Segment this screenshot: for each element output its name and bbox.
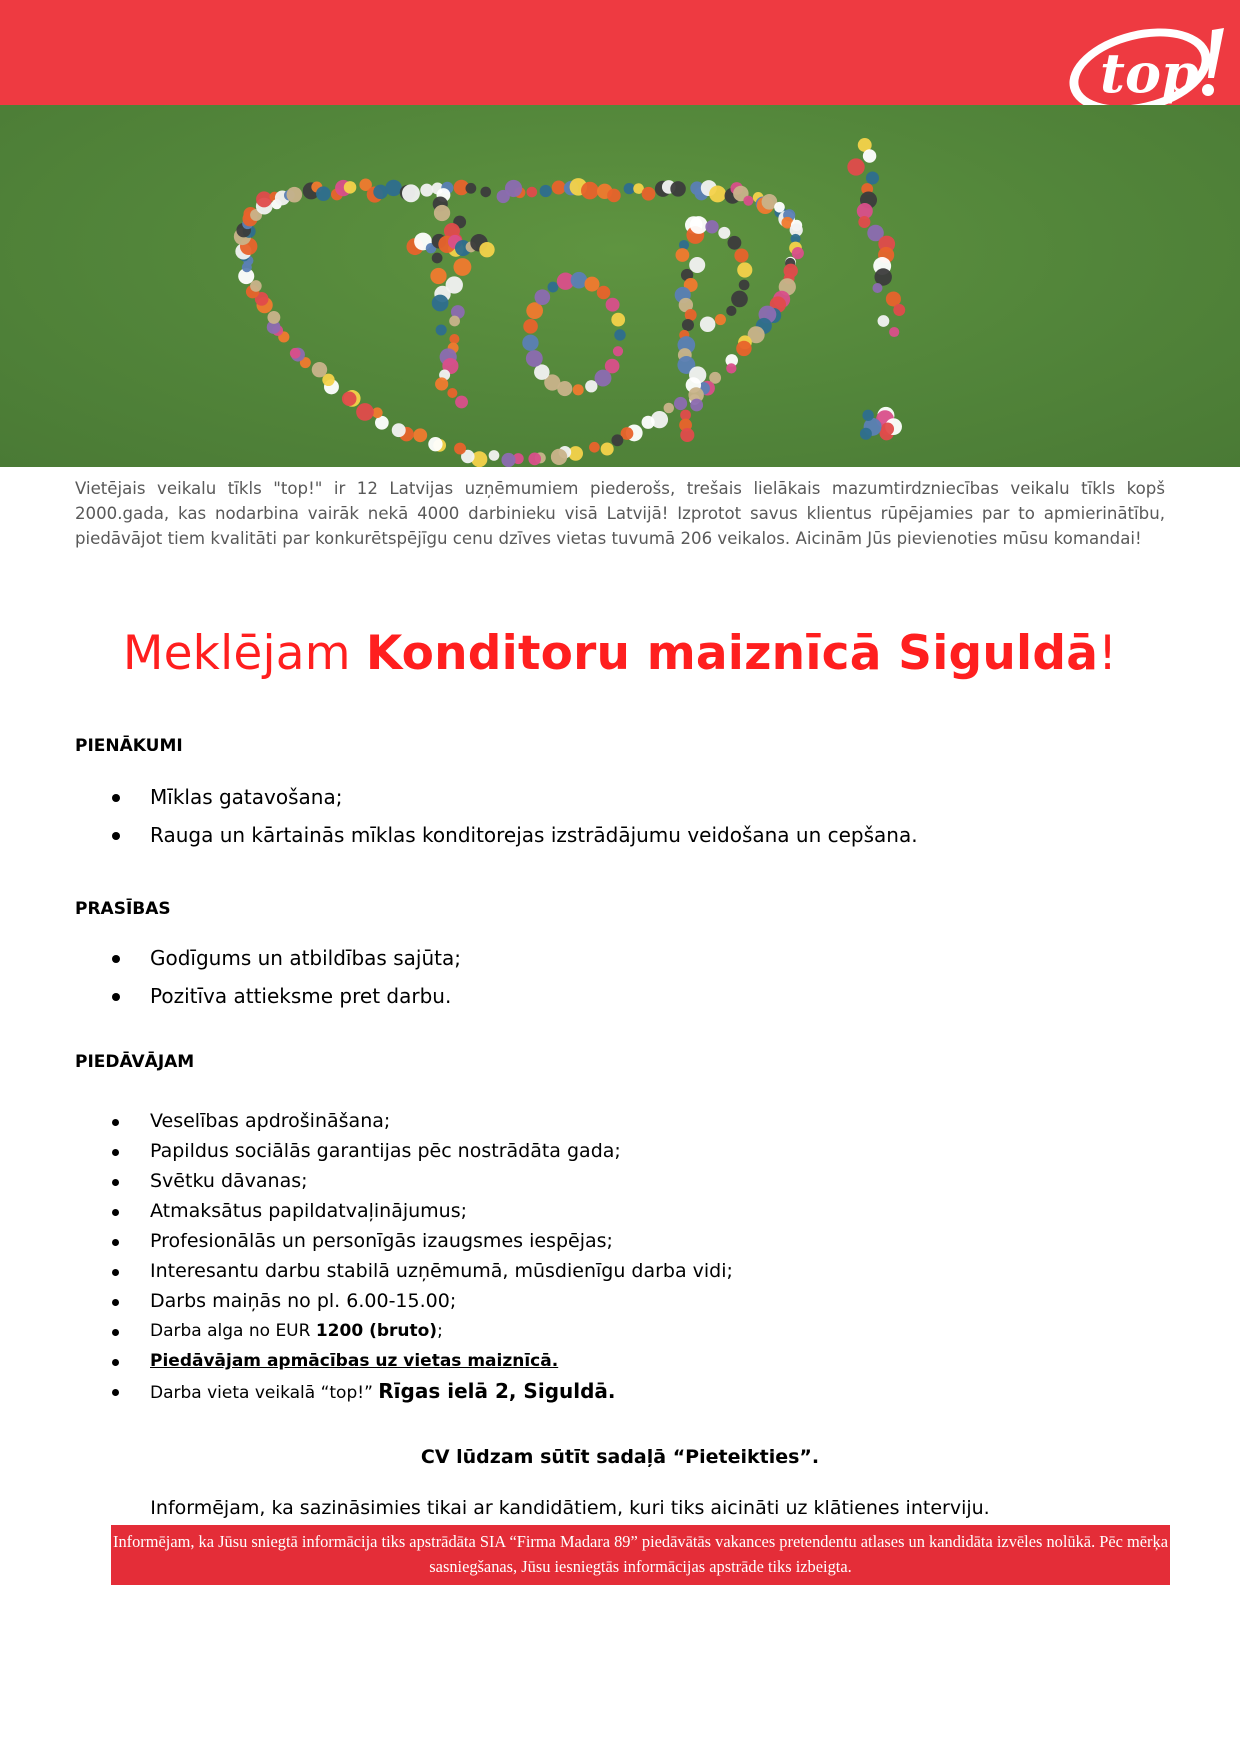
hero-photo	[0, 105, 1240, 467]
crowd-person	[862, 410, 873, 421]
location-item	[112, 1377, 733, 1407]
crowd-person	[465, 183, 476, 194]
header-bar	[0, 0, 1240, 105]
crowd-person	[489, 450, 500, 461]
crowd-person	[682, 319, 694, 331]
crowd-person	[614, 329, 625, 340]
location-label: Darba vieta veikalā “top!”	[150, 1383, 379, 1403]
crowd-person	[611, 313, 625, 327]
crowd-person	[863, 149, 876, 162]
headline-suffix: !	[1098, 626, 1118, 681]
crowd-person	[571, 272, 588, 289]
crowd-person	[674, 397, 687, 410]
crowd-person	[548, 282, 559, 293]
crowd-person	[889, 327, 899, 337]
training-item	[112, 1347, 733, 1377]
crowd-person	[642, 416, 655, 429]
crowd-person	[774, 202, 785, 213]
crowd-person	[527, 187, 538, 198]
crowd-person	[256, 191, 272, 207]
crowd-person	[642, 187, 656, 201]
crowd-person	[736, 341, 751, 356]
crowd-person	[597, 286, 611, 300]
crowd-person	[267, 311, 280, 324]
list-item: Godīgums un atbildības sajūta;	[112, 943, 461, 981]
crowd-person	[432, 253, 443, 264]
list-item: Veselības apdrošināšana;	[112, 1107, 733, 1137]
crowd-person	[290, 348, 301, 359]
crowd-person	[552, 181, 566, 195]
list-item: Profesionālās un personīgās izaugsmes iespējas;	[112, 1227, 733, 1257]
crowd-person	[734, 248, 748, 262]
crowd-person	[522, 335, 538, 351]
crowd-person	[595, 370, 612, 387]
offer-title: PIEDĀVĀJAM	[75, 1052, 195, 1072]
crowd-person	[430, 268, 446, 284]
crowd-person	[893, 304, 905, 316]
headline-prefix: Meklējam	[122, 626, 366, 681]
duties-list	[112, 782, 918, 858]
crowd-person	[585, 277, 600, 292]
crowd-person	[480, 187, 491, 198]
svg-text:top: top	[1100, 41, 1199, 105]
crowd-person	[453, 258, 471, 276]
crowd-person	[664, 403, 674, 413]
contact-notice: Informējam, ka sazināsimies tikai ar kandidātiem, kuri tiks aicināti uz klātienes interviju.	[150, 1497, 990, 1519]
list-item: Svētku dāvanas;	[112, 1167, 733, 1197]
crowd-person	[534, 364, 550, 380]
top-logo	[1062, 8, 1240, 118]
crowd-person	[342, 391, 357, 406]
crowd-person	[432, 295, 449, 312]
crowd-person	[606, 298, 620, 312]
crowd-person	[689, 257, 705, 273]
crowd-person	[435, 377, 448, 390]
crowd-person	[607, 189, 621, 203]
crowd-person	[316, 186, 331, 201]
crowd-person	[551, 449, 567, 465]
crowd-person	[420, 184, 433, 197]
crowd-person	[858, 216, 870, 228]
crowd-person	[449, 316, 460, 327]
crowd-person	[726, 306, 736, 316]
training-text: Piedāvājam apmācības uz vietas maiznīcā.	[150, 1351, 559, 1371]
salary-item	[112, 1317, 733, 1347]
crowd-person	[690, 399, 703, 412]
list-item: Pozitīva attieksme pret darbu.	[112, 981, 461, 1019]
crowd-person	[312, 362, 327, 377]
crowd-person	[385, 180, 401, 196]
crowd-person	[670, 181, 685, 196]
crowd-person	[690, 216, 708, 234]
crowd-person	[356, 403, 374, 421]
crowd-person	[436, 324, 447, 335]
crowd-person	[523, 319, 538, 334]
crowd-person	[718, 227, 730, 239]
salary-suffix: ;	[437, 1321, 443, 1341]
intro-paragraph: Vietējais veikalu tīkls "top!" ir 12 Latvijas uzņēmumiem piederošs, trešais lielākais mazumtirdzniecības veikalu tīkls kopš 2000.gada, kas nodarbina vairāk nekā 4000 darbinieku visā Latvijā! Izprotot savus klientus rūpējamies par to apmierinātību, piedāvājot tiem kvalitāti par konkurētspējīgu cenu dzīves vietas tuvumā 206 veikalos. Aicinām Jūs pievienoties mūsu komandai!	[75, 479, 1165, 548]
crowd-person	[402, 184, 420, 202]
crowd-person	[455, 396, 468, 409]
crowd-person	[589, 442, 600, 453]
crowd-person	[743, 196, 753, 206]
offer-list	[112, 1107, 733, 1407]
requirements-title: PRASĪBAS	[75, 899, 171, 919]
crowd-person	[676, 248, 690, 262]
crowd-person	[526, 302, 543, 319]
crowd-person	[479, 242, 494, 257]
crowd-person	[287, 187, 303, 203]
crowd-person	[737, 262, 752, 277]
crowd-person	[573, 384, 584, 395]
headline-position: Konditoru maiznīcā Siguldā	[365, 626, 1099, 681]
duties-title: PIENĀKUMI	[75, 736, 183, 756]
list-item: Atmaksātus papildatvaļinājumus;	[112, 1197, 733, 1227]
crowd-person	[434, 205, 450, 221]
crowd-person	[700, 317, 716, 333]
crowd-person	[847, 158, 864, 175]
privacy-notice: Informējam, ka Jūsu sniegtā informācija tiks apstrādāta SIA “Firma Madara 89” piedāvātās vakances pretendentu atlases un kandidāta izvēles nolūkā. Pēc mērķa sasniegšanas, Jūsu iesniegtās informācijas apstrāde tiks izbeigta.	[111, 1525, 1170, 1585]
crowd-person	[413, 428, 427, 442]
crowd-person	[728, 236, 742, 250]
crowd-person	[501, 453, 515, 467]
crowd-person	[449, 334, 459, 344]
crowd-person	[866, 171, 879, 184]
crowd-person	[250, 280, 262, 292]
crowd-person	[540, 185, 552, 197]
cv-instruction: CV lūdzam sūtīt sadaļā “Pieteikties”.	[420, 1446, 820, 1468]
list-item: Papildus sociālās garantijas pēc nostrādāta gada;	[112, 1137, 733, 1167]
list-item: Darbs maiņās no pl. 6.00-15.00;	[112, 1287, 733, 1317]
requirements-list	[112, 943, 461, 1019]
crowd-person	[528, 453, 541, 466]
location-address: Rīgas ielā 2, Siguldā.	[378, 1379, 616, 1403]
crowd-person	[739, 280, 750, 291]
crowd-person	[731, 291, 748, 308]
crowd-person	[872, 283, 882, 293]
job-headline	[0, 626, 1240, 681]
crowd-person	[611, 434, 623, 446]
crowd-person	[715, 314, 726, 325]
crowd-person	[454, 443, 466, 455]
crowd-person	[526, 350, 543, 367]
crowd-person	[624, 183, 635, 194]
crowd-person	[860, 428, 872, 440]
crowd-person	[505, 180, 522, 197]
crowd-person	[881, 423, 894, 436]
list-item: Interesantu darbu stabilā uzņēmumā, mūsdienīgu darba vidi;	[112, 1257, 733, 1287]
crowd-person	[392, 423, 406, 437]
crowd-person	[878, 315, 890, 327]
crowd-person	[585, 380, 597, 392]
crowd-person	[447, 388, 457, 398]
crowd-person	[535, 289, 551, 305]
crowd-person	[792, 247, 804, 259]
salary-label: Darba alga no EUR	[150, 1321, 316, 1341]
crowd-person	[709, 186, 726, 203]
crowd-person	[613, 346, 623, 356]
crowd-person	[601, 442, 614, 455]
crowd-person	[581, 182, 599, 200]
crowd-person	[680, 428, 694, 442]
salary-value: 1200 (bruto)	[315, 1321, 438, 1341]
crowd-person	[705, 220, 718, 233]
list-item: Rauga un kārtainās mīklas konditorejas izstrādājumu veidošana un cepšana.	[112, 820, 918, 858]
crowd-person	[726, 363, 736, 373]
crowd-person	[428, 437, 442, 451]
crowd-person	[344, 181, 356, 193]
list-item: Mīklas gatavošana;	[112, 782, 918, 820]
